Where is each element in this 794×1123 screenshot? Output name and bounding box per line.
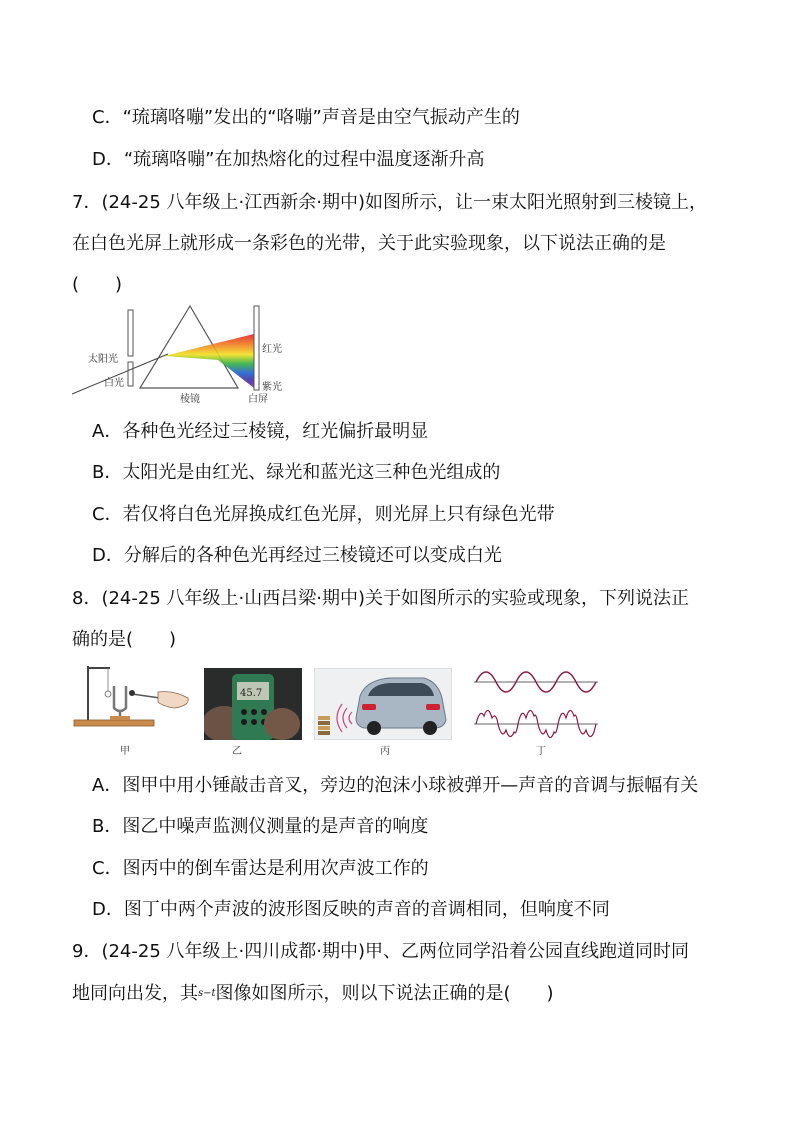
obstacle-stack	[318, 731, 330, 735]
label-prism: 棱镜	[180, 394, 200, 405]
q7-option-a: A．各种色光经过三棱镜，红光偏折最明显	[92, 421, 429, 442]
tail-light-right	[426, 704, 440, 710]
q7-option-d: D．分解后的各种色光再经过三棱镜还可以变成白光	[92, 545, 502, 566]
q8-option-c: C．图丙中的倒车雷达是利用次声波工作的	[92, 858, 429, 879]
caption-jia: 甲	[120, 746, 130, 757]
option-c-prev: C．“琉璃咯嘣”发出的“咯嘣”声音是由空气振动产生的	[92, 107, 520, 128]
base-board	[74, 720, 154, 726]
meter-reading: 45.7	[240, 688, 263, 699]
figure-bing-reversing-radar	[314, 668, 452, 740]
white-screen	[254, 306, 259, 390]
hammer-head	[129, 690, 135, 696]
q9-line2-pre: 地同向出发，其	[72, 983, 198, 1004]
q8-option-b: B．图乙中噪声监测仪测量的是声音的响度	[92, 816, 429, 837]
tail-light-left	[362, 704, 376, 710]
wheel-right	[423, 721, 437, 735]
figure-jia-tuning-fork	[70, 660, 194, 730]
label-screen: 白屏	[248, 394, 268, 405]
prism-figure	[68, 302, 298, 408]
q7-option-c: C．若仅将白色光屏换成红色光屏，则光屏上只有绿色光带	[92, 504, 555, 525]
question-8-line1: 8．(24-25 八年级上·山西吕梁·期中)关于如图所示的实验或现象，下列说法正	[72, 588, 689, 609]
label-sunlight: 太阳光	[88, 354, 118, 365]
q8-option-a: A．图甲中用小锤敲击音叉，旁边的泡沫小球被弹开—声音的音调与振幅有关	[92, 775, 699, 796]
label-whitelight: 白光	[104, 378, 124, 389]
slit-upper	[128, 310, 133, 356]
wheel-left	[367, 721, 381, 735]
label-red: 红光	[262, 344, 282, 355]
caption-bing: 丙	[380, 746, 390, 757]
question-7-line2: 在白色光屏上就形成一条彩色的光带，关于此实验现象，以下说法正确的是	[72, 233, 666, 254]
question-9-line2	[72, 980, 554, 1008]
foam-ball	[105, 691, 111, 697]
question-8-line2: 确的是( )	[72, 629, 177, 650]
figure-ding-waveforms	[470, 660, 602, 744]
label-violet: 紫光	[262, 382, 282, 393]
tuning-fork	[114, 686, 126, 711]
question-7-line1: 7．(24-25 八年级上·江西新余·期中)如图所示，让一束太阳光照射到三棱镜上，	[72, 192, 707, 213]
question-7-bracket: ( )	[72, 274, 123, 295]
spectrum-band	[164, 334, 254, 388]
slit-lower	[128, 362, 133, 386]
q8-option-d: D．图丁中两个声波的波形图反映的声音的音调相同，但响度不同	[92, 899, 610, 920]
st-symbol: s−t	[198, 988, 216, 999]
caption-yi: 乙	[232, 746, 242, 757]
q9-line2-post: 图像如图所示，则以下说法正确的是( )	[215, 983, 554, 1004]
hand	[158, 692, 188, 708]
option-d-prev: D．“琉璃咯嘣”在加热熔化的过程中温度逐渐升高	[92, 149, 485, 170]
q7-option-b: B．太阳光是由红光、绿光和蓝光这三种色光组成的	[92, 462, 501, 483]
hammer-handle	[132, 694, 160, 698]
figure-yi-noise-meter	[204, 668, 302, 740]
question-9-line1: 9．(24-25 八年级上·四川成都·期中)甲、乙两位同学沿着公园直线跑道同时同	[72, 941, 689, 962]
caption-ding: 丁	[536, 746, 546, 757]
